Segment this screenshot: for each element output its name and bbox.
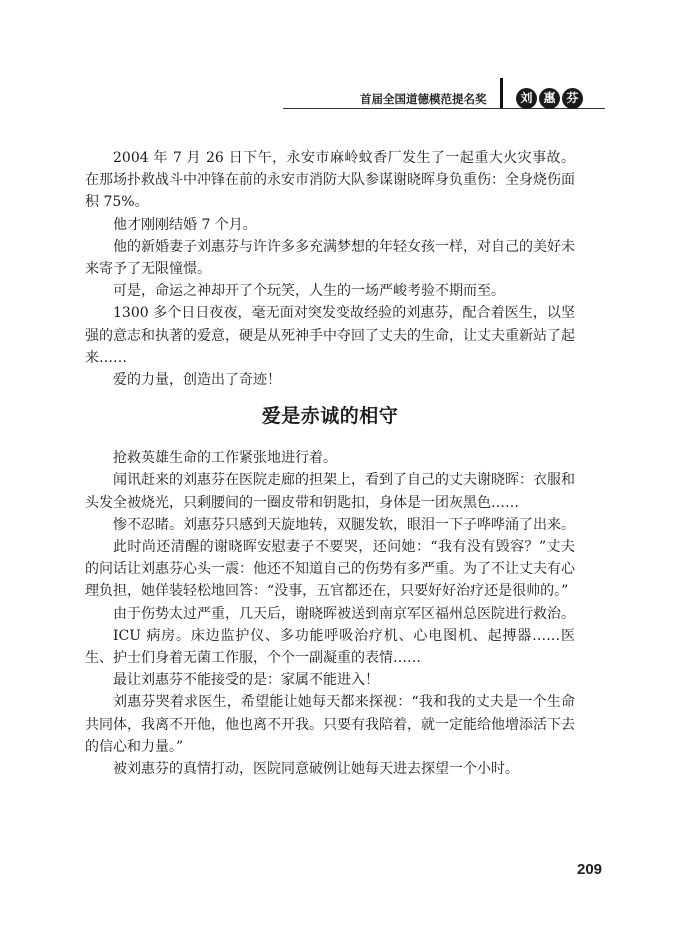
paragraph: 此时尚还清醒的谢晓晖安慰妻子不要哭，还问她：“我有没有毁容？”丈夫的问话让刘惠芬心头一震：他还不知道自己的伤势有多严重。为了不让丈夫有心理负担，她佯装轻松地回答：“没事，五官都还在，只要好好治疗还是很帅的。” [85, 539, 575, 600]
paragraph: 他才刚刚结婚 7 个月。 [113, 216, 257, 233]
paragraph: 刘惠芬哭着求医生，希望能让她每天都来探视：“我和我的丈夫是一个生命共同体，我离不开他，他也离不开我。只要有我陪着，就一定能给他增添活下去的信心和力量。” [85, 694, 575, 755]
paragraph: 闻讯赶来的刘惠芬在医院走廊的担架上，看到了自己的丈夫谢晓晖：衣服和头发全被烧光，只剩腰间的一圈皮带和钥匙扣，身体是一团灰黑色…… [85, 472, 575, 511]
name-stamp-3: 芬 [562, 88, 583, 109]
paragraph: 可是，命运之神却开了个玩笑，人生的一场严峻考验不期而至。 [113, 283, 505, 300]
paragraph: 最让刘惠芬不能接受的是：家属不能进入！ [113, 672, 379, 689]
section-heading: 爱是赤诚的相守 [261, 405, 399, 428]
name-stamp-group [516, 88, 583, 109]
paragraph: 抢救英雄生命的工作紧张地进行着。 [113, 450, 337, 467]
body-text [85, 147, 575, 780]
header-divider-bar [500, 78, 503, 108]
running-header [0, 0, 677, 120]
paragraph: 他的新婚妻子刘惠芬与许许多多充满梦想的年轻女孩一样，对自己的美好未来寄予了无限憧憬。 [85, 238, 575, 278]
name-stamp-2: 惠 [539, 88, 560, 109]
paragraph: 爱的力量，创造出了奇迹！ [113, 372, 281, 389]
paragraph: 2004 年 7 月 26 日下午，永安市麻岭蚊香厂发生了一起重大火灾事故。在那场扑救战斗中冲锋在前的永安市消防大队参谋谢晓晖身负重伤：全身烧伤面积 75%。 [85, 150, 575, 211]
paragraph: 惨不忍睹。刘惠芬只感到天旋地转，双腿发软，眼泪一下子哗哗涌了出来。 [113, 516, 575, 533]
paragraph: 被刘惠芬的真情打动，医院同意破例让她每天进去探望一个小时。 [113, 761, 519, 778]
name-stamp-1: 刘 [516, 88, 537, 109]
paragraph: 1300 多个日日夜夜，毫无面对突发变故经验的刘惠芬，配合着医生，以坚强的意志和执著的爱意，硬是从死神手中夺回了丈夫的生命，让丈夫重新站了起来…… [85, 305, 575, 366]
header-title: 首届全国道德模范提名奖 [360, 92, 487, 106]
page-number: 209 [577, 861, 603, 878]
paragraph: 由于伤势太过严重，几天后，谢晓晖被送到南京军区福州总医院进行救治。 [113, 605, 575, 622]
paragraph: ICU 病房。床边监护仪、多功能呼吸治疗机、心电图机、起搏器……医生、护士们身着无菌工作服，个个一副凝重的表情…… [85, 627, 575, 667]
